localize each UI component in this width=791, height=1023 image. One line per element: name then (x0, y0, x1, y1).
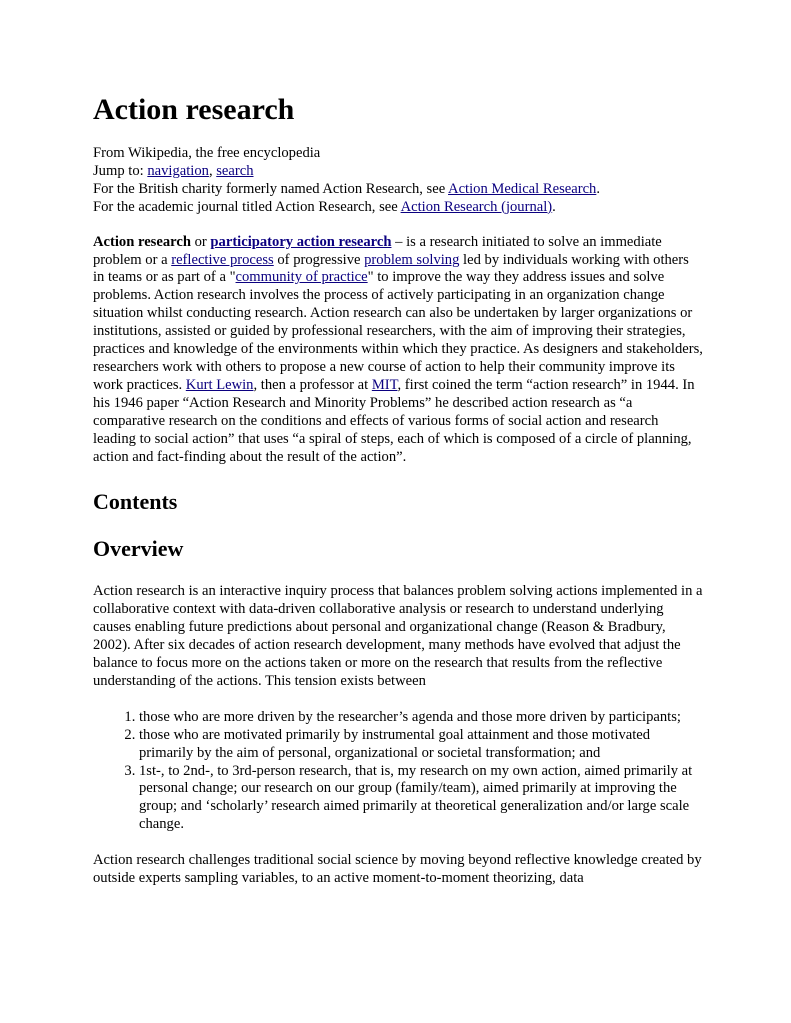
lead-text: of progressive (273, 251, 365, 268)
hatnote-suffix: . (552, 198, 556, 215)
lead-text: – is a research initiated to solve an immediate problem or a (93, 233, 662, 268)
overview-paragraph: Action research is an interactive inquiry process that balances problem solving actions implemented in a collaborative context with data-driven collaborative analysis or research to understand underlying causes enabling future predictions about personal and organizational change (Reason & Bradbury, 2002). After six decades of action research development, many methods have evolved that adjust the balance to focus more on the actions taken or more on the research that results from the reflective understanding of the actions. This tension exists between (93, 583, 703, 689)
lead-text: , first coined the term “action research” in 1944. In his 1946 paper “Action Research and Minority Problems” he described action research as “a comparative research on the conditions and effects of various forms of social action and research leading to social action” that uses “a spiral of steps, each of which is composed of a circle of planning, action and fact-finding about the result of the action”. (93, 376, 695, 465)
overview-list (93, 709, 703, 834)
jump-separator: , (208, 162, 217, 179)
article (93, 92, 703, 888)
article-meta (93, 145, 703, 217)
mit-link[interactable]: MIT (371, 376, 398, 393)
list-item: 2. those who are motivated primarily by instrumental goal attainment and those motivated primarily by the aim of personal, organizational or societal transformation; and (139, 727, 703, 763)
jump-search-link[interactable]: search (216, 162, 254, 179)
lead-bold-term: Action research (93, 233, 191, 250)
kurt-lewin-link[interactable]: Kurt Lewin (185, 376, 254, 393)
page-title: Action research (93, 93, 295, 126)
list-item: 1. those who are more driven by the researcher’s agenda and those more driven by participants; (139, 709, 703, 727)
reflective-process-link[interactable]: reflective process (171, 251, 274, 268)
action-medical-research-link[interactable]: Action Medical Research (448, 180, 597, 197)
list-item: 3. 1st-, to 2nd-, to 3rd-person research, that is, my research on my own action, aimed primarily at personal change; our research on our group (family/team), aimed primarily at improving the group; and ‘scholarly’ research aimed primarily at theoretical generalization and/or large scale change. (139, 763, 703, 835)
challenge-paragraph: Action research challenges traditional social science by moving beyond reflective knowledge created by outside experts sampling variables, to an active moment-to-moment theorizing, data (93, 852, 702, 887)
action-research-journal-link[interactable]: Action Research (journal) (400, 198, 553, 215)
lead-text: " to improve the way they address issues and solve problems. Action research involves the process of actively participating in an organization change situation whilst conducting research. Action research can also be undertaken by larger organizations or institutions, assisted or guided by professional researchers, with the aim of improving their strategies, practices and knowledge of the environments within which they practice. As designers and stakeholders, researchers work with others to propose a new course of action to help their community improve its work practices. (93, 269, 703, 393)
lead-text: or (190, 233, 211, 250)
lead-text: led by individuals working with others in teams or as part of a " (93, 251, 689, 286)
lead-text: , then a professor at (253, 376, 372, 393)
jump-navigation-link[interactable]: navigation (147, 162, 209, 179)
hatnote-charity (93, 181, 703, 199)
hatnote-suffix: . (596, 180, 600, 197)
hatnote-journal (93, 199, 703, 217)
overview-heading: Overview (93, 536, 184, 562)
from-line: From Wikipedia, the free encyclopedia (93, 145, 321, 161)
hatnote-text: For the academic journal titled Action Research, see (93, 198, 401, 215)
hatnote-text: For the British charity formerly named Action Research, see (93, 180, 449, 197)
participatory-action-research-label: participatory action research (210, 233, 392, 250)
contents-heading: Contents (93, 489, 178, 515)
jump-prefix: Jump to: (93, 162, 148, 179)
jump-to-line (93, 163, 703, 181)
problem-solving-link[interactable]: problem solving (364, 251, 460, 268)
participatory-action-research-link[interactable] (210, 234, 391, 250)
community-of-practice-link[interactable]: community of practice (235, 269, 368, 286)
lead-paragraph (93, 234, 703, 467)
